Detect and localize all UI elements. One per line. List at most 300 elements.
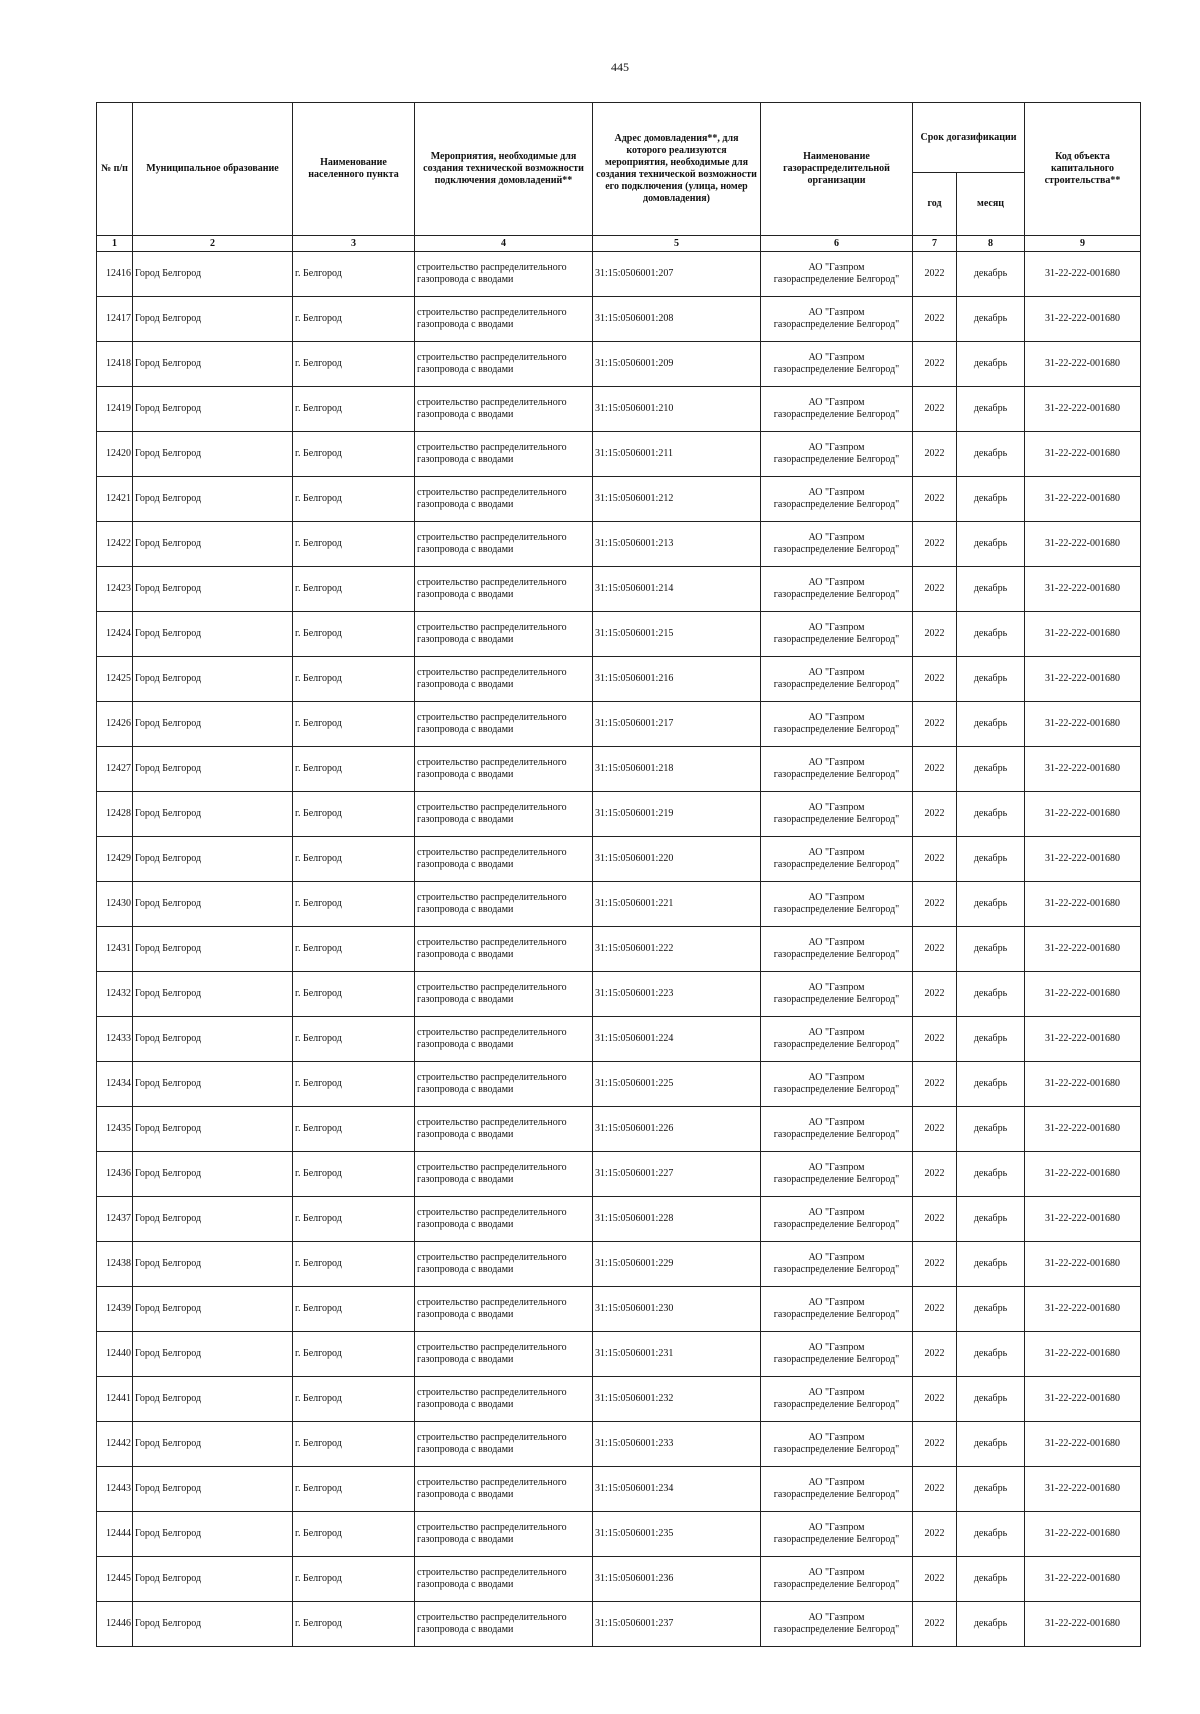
object-code-cell: 31-22-222-001680 — [1025, 972, 1141, 1017]
measures-cell: строительство распределительного газопровода с вводами — [415, 1512, 593, 1557]
month-cell: декабрь — [957, 882, 1025, 927]
column-number: 2 — [133, 236, 293, 252]
year-cell: 2022 — [913, 792, 957, 837]
month-cell: декабрь — [957, 432, 1025, 477]
settlement-cell: г. Белгород — [293, 837, 415, 882]
gas-org-line: АО "Газпром — [808, 442, 865, 453]
year-cell: 2022 — [913, 1197, 957, 1242]
municipality-cell: Город Белгород — [133, 972, 293, 1017]
object-code-cell: 31-22-222-001680 — [1025, 1197, 1141, 1242]
year-cell: 2022 — [913, 1377, 957, 1422]
measures-cell: строительство распределительного газопровода с вводами — [415, 1197, 593, 1242]
row-number: 12428 — [97, 792, 133, 837]
table-row — [97, 522, 1141, 567]
gas-org-line: АО "Газпром — [808, 712, 865, 723]
object-code-cell: 31-22-222-001680 — [1025, 657, 1141, 702]
gas-org-line: газораспределение Белгород" — [773, 364, 900, 375]
municipality-cell: Город Белгород — [133, 1107, 293, 1152]
gas-org-line: газораспределение Белгород" — [773, 1084, 900, 1095]
municipality-cell: Город Белгород — [133, 1242, 293, 1287]
gas-org-cell — [761, 1512, 913, 1557]
gas-org-cell — [761, 702, 913, 747]
gas-org-line: газораспределение Белгород" — [773, 409, 900, 420]
object-code-cell: 31-22-222-001680 — [1025, 1557, 1141, 1602]
measures-cell: строительство распределительного газопровода с вводами — [415, 1242, 593, 1287]
gas-org-line: газораспределение Белгород" — [773, 1039, 900, 1050]
object-code-cell: 31-22-222-001680 — [1025, 1377, 1141, 1422]
year-cell: 2022 — [913, 657, 957, 702]
row-number: 12425 — [97, 657, 133, 702]
measures-cell: строительство распределительного газопровода с вводами — [415, 1422, 593, 1467]
object-code-cell: 31-22-222-001680 — [1025, 1467, 1141, 1512]
table-row — [97, 1017, 1141, 1062]
gas-org-line: АО "Газпром — [808, 667, 865, 678]
measures-cell: строительство распределительного газопровода с вводами — [415, 1377, 593, 1422]
gas-org-line: газораспределение Белгород" — [773, 1174, 900, 1185]
year-cell: 2022 — [913, 882, 957, 927]
month-cell: декабрь — [957, 1422, 1025, 1467]
gas-org-line: АО "Газпром — [808, 1477, 865, 1488]
municipality-cell: Город Белгород — [133, 1287, 293, 1332]
row-number: 12429 — [97, 837, 133, 882]
municipality-cell: Город Белгород — [133, 387, 293, 432]
month-cell: декабрь — [957, 1557, 1025, 1602]
gas-org-cell — [761, 1197, 913, 1242]
year-cell: 2022 — [913, 1017, 957, 1062]
address-cell: 31:15:0506001:222 — [593, 927, 761, 972]
object-code-cell: 31-22-222-001680 — [1025, 1062, 1141, 1107]
settlement-cell: г. Белгород — [293, 612, 415, 657]
header-settlement: Наименование населенного пункта — [293, 103, 415, 236]
object-code-cell: 31-22-222-001680 — [1025, 1422, 1141, 1467]
table-row — [97, 927, 1141, 972]
year-cell: 2022 — [913, 1152, 957, 1197]
gas-org-cell — [761, 747, 913, 792]
object-code-cell: 31-22-222-001680 — [1025, 792, 1141, 837]
row-number: 12422 — [97, 522, 133, 567]
municipality-cell: Город Белгород — [133, 342, 293, 387]
municipality-cell: Город Белгород — [133, 1512, 293, 1557]
settlement-cell: г. Белгород — [293, 252, 415, 297]
municipality-cell: Город Белгород — [133, 747, 293, 792]
address-cell: 31:15:0506001:221 — [593, 882, 761, 927]
year-cell: 2022 — [913, 1512, 957, 1557]
settlement-cell: г. Белгород — [293, 747, 415, 792]
table-row — [97, 252, 1141, 297]
table-row — [97, 1467, 1141, 1512]
object-code-cell: 31-22-222-001680 — [1025, 477, 1141, 522]
gas-org-line: газораспределение Белгород" — [773, 1264, 900, 1275]
table-row — [97, 792, 1141, 837]
gas-org-line: АО "Газпром — [808, 1027, 865, 1038]
measures-cell: строительство распределительного газопровода с вводами — [415, 747, 593, 792]
address-cell: 31:15:0506001:207 — [593, 252, 761, 297]
measures-cell: строительство распределительного газопровода с вводами — [415, 1467, 593, 1512]
gas-org-line: газораспределение Белгород" — [773, 274, 900, 285]
month-cell: декабрь — [957, 1602, 1025, 1647]
table-row — [97, 297, 1141, 342]
address-cell: 31:15:0506001:224 — [593, 1017, 761, 1062]
municipality-cell: Город Белгород — [133, 1467, 293, 1512]
table-row — [97, 387, 1141, 432]
table-row — [97, 612, 1141, 657]
gas-org-line: АО "Газпром — [808, 1162, 865, 1173]
header-object-code: Код объекта капитального строительства** — [1025, 103, 1141, 236]
municipality-cell: Город Белгород — [133, 657, 293, 702]
month-cell: декабрь — [957, 747, 1025, 792]
address-cell: 31:15:0506001:226 — [593, 1107, 761, 1152]
gas-org-line: газораспределение Белгород" — [773, 949, 900, 960]
table-body — [97, 252, 1141, 1647]
row-number: 12443 — [97, 1467, 133, 1512]
row-number: 12441 — [97, 1377, 133, 1422]
gas-org-cell — [761, 477, 913, 522]
gas-org-line: газораспределение Белгород" — [773, 724, 900, 735]
row-number: 12434 — [97, 1062, 133, 1107]
municipality-cell: Город Белгород — [133, 1152, 293, 1197]
measures-cell: строительство распределительного газопровода с вводами — [415, 342, 593, 387]
address-cell: 31:15:0506001:208 — [593, 297, 761, 342]
address-cell: 31:15:0506001:237 — [593, 1602, 761, 1647]
table-row — [97, 702, 1141, 747]
gas-org-line: АО "Газпром — [808, 307, 865, 318]
year-cell: 2022 — [913, 567, 957, 612]
address-cell: 31:15:0506001:209 — [593, 342, 761, 387]
address-cell: 31:15:0506001:210 — [593, 387, 761, 432]
gas-org-line: газораспределение Белгород" — [773, 904, 900, 915]
object-code-cell: 31-22-222-001680 — [1025, 252, 1141, 297]
table-row — [97, 1287, 1141, 1332]
gas-org-line: газораспределение Белгород" — [773, 1534, 900, 1545]
gas-org-cell — [761, 1467, 913, 1512]
month-cell: декабрь — [957, 1062, 1025, 1107]
address-cell: 31:15:0506001:225 — [593, 1062, 761, 1107]
row-number: 12426 — [97, 702, 133, 747]
column-number: 1 — [97, 236, 133, 252]
year-cell: 2022 — [913, 1287, 957, 1332]
measures-cell: строительство распределительного газопровода с вводами — [415, 702, 593, 747]
settlement-cell: г. Белгород — [293, 1602, 415, 1647]
month-cell: декабрь — [957, 297, 1025, 342]
header-measures: Мероприятия, необходимые для создания технической возможности подключения домовладений** — [415, 103, 593, 236]
year-cell: 2022 — [913, 342, 957, 387]
measures-cell: строительство распределительного газопровода с вводами — [415, 1152, 593, 1197]
municipality-cell: Город Белгород — [133, 477, 293, 522]
municipality-cell: Город Белгород — [133, 432, 293, 477]
month-cell: декабрь — [957, 1242, 1025, 1287]
row-number: 12420 — [97, 432, 133, 477]
measures-cell: строительство распределительного газопровода с вводами — [415, 1017, 593, 1062]
gas-org-line: АО "Газпром — [808, 1432, 865, 1443]
municipality-cell: Город Белгород — [133, 612, 293, 657]
year-cell: 2022 — [913, 1332, 957, 1377]
table-row — [97, 1602, 1141, 1647]
gas-org-cell — [761, 837, 913, 882]
table-row — [97, 432, 1141, 477]
year-cell: 2022 — [913, 522, 957, 567]
table-row — [97, 657, 1141, 702]
municipality-cell: Город Белгород — [133, 702, 293, 747]
gas-org-line: АО "Газпром — [808, 982, 865, 993]
gas-org-cell — [761, 1287, 913, 1332]
gas-org-line: газораспределение Белгород" — [773, 1219, 900, 1230]
month-cell: декабрь — [957, 972, 1025, 1017]
gas-org-line: газораспределение Белгород" — [773, 1129, 900, 1140]
month-cell: декабрь — [957, 837, 1025, 882]
address-cell: 31:15:0506001:231 — [593, 1332, 761, 1377]
settlement-cell: г. Белгород — [293, 1422, 415, 1467]
gas-org-cell — [761, 1242, 913, 1287]
table-row — [97, 1422, 1141, 1467]
settlement-cell: г. Белгород — [293, 567, 415, 612]
year-cell: 2022 — [913, 1107, 957, 1152]
measures-cell: строительство распределительного газопровода с вводами — [415, 1557, 593, 1602]
settlement-cell: г. Белгород — [293, 792, 415, 837]
gas-org-line: АО "Газпром — [808, 1567, 865, 1578]
municipality-cell: Город Белгород — [133, 522, 293, 567]
row-number: 12435 — [97, 1107, 133, 1152]
settlement-cell: г. Белгород — [293, 1467, 415, 1512]
settlement-cell: г. Белгород — [293, 882, 415, 927]
month-cell: декабрь — [957, 1152, 1025, 1197]
settlement-cell: г. Белгород — [293, 702, 415, 747]
municipality-cell: Город Белгород — [133, 927, 293, 972]
gas-org-line: АО "Газпром — [808, 622, 865, 633]
address-cell: 31:15:0506001:234 — [593, 1467, 761, 1512]
year-cell: 2022 — [913, 252, 957, 297]
gas-org-line: газораспределение Белгород" — [773, 859, 900, 870]
gas-org-line: АО "Газпром — [808, 1612, 865, 1623]
measures-cell: строительство распределительного газопровода с вводами — [415, 387, 593, 432]
measures-cell: строительство распределительного газопровода с вводами — [415, 1287, 593, 1332]
gas-org-line: АО "Газпром — [808, 802, 865, 813]
measures-cell: строительство распределительного газопровода с вводами — [415, 837, 593, 882]
address-cell: 31:15:0506001:217 — [593, 702, 761, 747]
month-cell: декабрь — [957, 1377, 1025, 1422]
year-cell: 2022 — [913, 387, 957, 432]
gasification-table — [96, 102, 1141, 1647]
table-row — [97, 477, 1141, 522]
object-code-cell: 31-22-222-001680 — [1025, 387, 1141, 432]
address-cell: 31:15:0506001:220 — [593, 837, 761, 882]
row-number: 12427 — [97, 747, 133, 792]
table-row — [97, 1107, 1141, 1152]
header-term: Срок догазификации — [913, 103, 1025, 173]
object-code-cell: 31-22-222-001680 — [1025, 1602, 1141, 1647]
month-cell: декабрь — [957, 1197, 1025, 1242]
gas-org-cell — [761, 342, 913, 387]
settlement-cell: г. Белгород — [293, 1107, 415, 1152]
gas-org-line: газораспределение Белгород" — [773, 499, 900, 510]
measures-cell: строительство распределительного газопровода с вводами — [415, 1602, 593, 1647]
municipality-cell: Город Белгород — [133, 1197, 293, 1242]
object-code-cell: 31-22-222-001680 — [1025, 432, 1141, 477]
gas-org-line: газораспределение Белгород" — [773, 634, 900, 645]
gas-org-line: АО "Газпром — [808, 1342, 865, 1353]
address-cell: 31:15:0506001:213 — [593, 522, 761, 567]
row-number: 12440 — [97, 1332, 133, 1377]
address-cell: 31:15:0506001:218 — [593, 747, 761, 792]
row-number: 12437 — [97, 1197, 133, 1242]
municipality-cell: Город Белгород — [133, 792, 293, 837]
page-number: 445 — [611, 60, 629, 74]
year-cell: 2022 — [913, 297, 957, 342]
gas-org-cell — [761, 1377, 913, 1422]
month-cell: декабрь — [957, 612, 1025, 657]
year-cell: 2022 — [913, 432, 957, 477]
year-cell: 2022 — [913, 477, 957, 522]
measures-cell: строительство распределительного газопровода с вводами — [415, 252, 593, 297]
object-code-cell: 31-22-222-001680 — [1025, 1512, 1141, 1557]
object-code-cell: 31-22-222-001680 — [1025, 927, 1141, 972]
gas-org-cell — [761, 1332, 913, 1377]
table-row — [97, 1197, 1141, 1242]
measures-cell: строительство распределительного газопровода с вводами — [415, 1062, 593, 1107]
object-code-cell: 31-22-222-001680 — [1025, 882, 1141, 927]
gas-org-cell — [761, 1557, 913, 1602]
month-cell: декабрь — [957, 1107, 1025, 1152]
month-cell: декабрь — [957, 477, 1025, 522]
measures-cell: строительство распределительного газопровода с вводами — [415, 297, 593, 342]
column-number: 8 — [957, 236, 1025, 252]
gas-org-line: АО "Газпром — [808, 397, 865, 408]
gas-org-line: АО "Газпром — [808, 847, 865, 858]
month-cell: декабрь — [957, 657, 1025, 702]
address-cell: 31:15:0506001:229 — [593, 1242, 761, 1287]
row-number: 12445 — [97, 1557, 133, 1602]
gas-org-line: газораспределение Белгород" — [773, 544, 900, 555]
row-number: 12438 — [97, 1242, 133, 1287]
gas-org-line: АО "Газпром — [808, 892, 865, 903]
object-code-cell: 31-22-222-001680 — [1025, 702, 1141, 747]
municipality-cell: Город Белгород — [133, 297, 293, 342]
year-cell: 2022 — [913, 1602, 957, 1647]
gas-org-cell — [761, 567, 913, 612]
settlement-cell: г. Белгород — [293, 1242, 415, 1287]
gas-org-cell — [761, 972, 913, 1017]
object-code-cell: 31-22-222-001680 — [1025, 1107, 1141, 1152]
municipality-cell: Город Белгород — [133, 1422, 293, 1467]
gas-org-line: АО "Газпром — [808, 532, 865, 543]
municipality-cell: Город Белгород — [133, 252, 293, 297]
settlement-cell: г. Белгород — [293, 297, 415, 342]
address-cell: 31:15:0506001:227 — [593, 1152, 761, 1197]
row-number: 12442 — [97, 1422, 133, 1467]
gas-org-line: газораспределение Белгород" — [773, 589, 900, 600]
municipality-cell: Город Белгород — [133, 1557, 293, 1602]
gas-org-line: АО "Газпром — [808, 1117, 865, 1128]
gas-org-line: АО "Газпром — [808, 1072, 865, 1083]
settlement-cell: г. Белгород — [293, 1017, 415, 1062]
gas-org-line: АО "Газпром — [808, 1207, 865, 1218]
municipality-cell: Город Белгород — [133, 1332, 293, 1377]
table-row — [97, 342, 1141, 387]
table-row — [97, 1332, 1141, 1377]
month-cell: декабрь — [957, 522, 1025, 567]
address-cell: 31:15:0506001:216 — [593, 657, 761, 702]
header-address: Адрес домовладения**, для которого реализуются мероприятия, необходимые для создания технической возможности его подключения (улица, номер домовладения) — [593, 103, 761, 236]
gas-org-cell — [761, 522, 913, 567]
row-number: 12423 — [97, 567, 133, 612]
address-cell: 31:15:0506001:214 — [593, 567, 761, 612]
year-cell: 2022 — [913, 927, 957, 972]
column-number: 7 — [913, 236, 957, 252]
settlement-cell: г. Белгород — [293, 387, 415, 432]
row-number: 12417 — [97, 297, 133, 342]
row-number: 12424 — [97, 612, 133, 657]
month-cell: декабрь — [957, 927, 1025, 972]
table-row — [97, 747, 1141, 792]
gas-org-line: газораспределение Белгород" — [773, 1444, 900, 1455]
gas-org-cell — [761, 657, 913, 702]
object-code-cell: 31-22-222-001680 — [1025, 612, 1141, 657]
measures-cell: строительство распределительного газопровода с вводами — [415, 927, 593, 972]
gas-org-cell — [761, 612, 913, 657]
address-cell: 31:15:0506001:232 — [593, 1377, 761, 1422]
settlement-cell: г. Белгород — [293, 972, 415, 1017]
measures-cell: строительство распределительного газопровода с вводами — [415, 1332, 593, 1377]
settlement-cell: г. Белгород — [293, 1197, 415, 1242]
settlement-cell: г. Белгород — [293, 1062, 415, 1107]
gas-org-cell — [761, 1422, 913, 1467]
table-row — [97, 1377, 1141, 1422]
month-cell: декабрь — [957, 342, 1025, 387]
month-cell: декабрь — [957, 1512, 1025, 1557]
header-gas-org: Наименование газораспределительной организации — [761, 103, 913, 236]
month-cell: декабрь — [957, 702, 1025, 747]
row-number: 12436 — [97, 1152, 133, 1197]
municipality-cell: Город Белгород — [133, 1062, 293, 1107]
row-number: 12444 — [97, 1512, 133, 1557]
row-number: 12416 — [97, 252, 133, 297]
month-cell: декабрь — [957, 387, 1025, 432]
municipality-cell: Город Белгород — [133, 567, 293, 612]
year-cell: 2022 — [913, 837, 957, 882]
header-municipality: Муниципальное образование — [133, 103, 293, 236]
year-cell: 2022 — [913, 1422, 957, 1467]
gas-org-line: газораспределение Белгород" — [773, 319, 900, 330]
municipality-cell: Город Белгород — [133, 882, 293, 927]
table-row — [97, 972, 1141, 1017]
address-cell: 31:15:0506001:233 — [593, 1422, 761, 1467]
gas-org-cell — [761, 1017, 913, 1062]
column-number-row — [97, 236, 1141, 252]
gas-org-line: АО "Газпром — [808, 262, 865, 273]
address-cell: 31:15:0506001:223 — [593, 972, 761, 1017]
gas-org-line: АО "Газпром — [808, 1297, 865, 1308]
measures-cell: строительство распределительного газопровода с вводами — [415, 792, 593, 837]
object-code-cell: 31-22-222-001680 — [1025, 1332, 1141, 1377]
month-cell: декабрь — [957, 1287, 1025, 1332]
gas-org-line: газораспределение Белгород" — [773, 994, 900, 1005]
measures-cell: строительство распределительного газопровода с вводами — [415, 657, 593, 702]
object-code-cell: 31-22-222-001680 — [1025, 297, 1141, 342]
object-code-cell: 31-22-222-001680 — [1025, 1152, 1141, 1197]
year-cell: 2022 — [913, 972, 957, 1017]
row-number: 12433 — [97, 1017, 133, 1062]
settlement-cell: г. Белгород — [293, 1512, 415, 1557]
gas-org-line: газораспределение Белгород" — [773, 1624, 900, 1635]
gas-org-cell — [761, 432, 913, 477]
gas-org-line: газораспределение Белгород" — [773, 1489, 900, 1500]
gas-org-line: газораспределение Белгород" — [773, 1354, 900, 1365]
settlement-cell: г. Белгород — [293, 342, 415, 387]
settlement-cell: г. Белгород — [293, 1557, 415, 1602]
row-number: 12430 — [97, 882, 133, 927]
measures-cell: строительство распределительного газопровода с вводами — [415, 432, 593, 477]
year-cell: 2022 — [913, 1062, 957, 1107]
object-code-cell: 31-22-222-001680 — [1025, 1287, 1141, 1332]
